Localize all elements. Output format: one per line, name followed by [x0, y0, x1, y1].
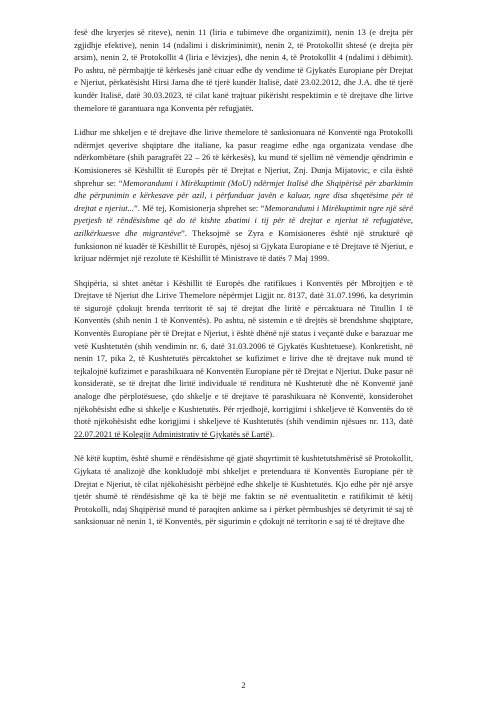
text-segment: Shqipëria, si shtet anëtar i Këshillit të Europës dhe ratifikues i Konventës për Mbrojtjen e të Drejtave të Njeriut dhe Lirive Themelore nëpërmjet Ligjit nr. 8137, datë 31.07.1996, ka detyrimin të sigurojë çdokujt brenda territorit të saj të drejtat dhe liritë e përcaktuara në Titullin I të Konventës (shih nenin 1 të Konventës). Po ashtu, në sistemin e të drejtës së brendshme shqiptare, Konventës Europiane për të Drejtat e Njeriut, i është dhënë një status i veçantë duke e barazuar me vetë Kushtetutën (shih vendimin nr. 6, datë 31.03.2006 të Gjykatës Kushtetuese). Konkretisht, në nenin 17, pika 2, të Kushtetutës përcaktohet se kufizimet e lirive dhe të drejtave nuk mund të tejkalojnë kufizimet e parashikuara në Konventën Europiane për të Drejtat e Njeriut. Duke pasur në konsideratë, se të drejtat dhe liritë individuale të renditura në Kushtetutë dhe në Konventë janë analoge dhe përplotësuese, çdo shkelje e të drejtave të parashikuara në Konventë, konsiderohet njëkohësisht edhe si shkelje e Kushtetutës. Për rrjedhojë, korrigjimi i shkeljeve të Konventës do të thotë njëkohësisht edhe korigjimi i shkeljeve të Kushtetutës (shih vendimin njësues nr. 113, datë [74, 277, 413, 427]
paragraph-p3 [74, 277, 413, 441]
text-segment: ). [269, 428, 275, 439]
text-segment: Lidhur me shkeljen e të drejtave dhe lirive themelore të sanksionuara në Konventë nga Protokolli ndërmjet qeverive shqiptare dhe italiane, ka pasur reagime edhe nga organizata vendase dhe ndërkombëtare (shih paragrafët 22 – 26 të kërkesës), ku mund të sjellim në vëmendje qëndrimin e Komisioneres së Këshillit të Europës për të Drejtat e Njeriut, Znj. Dunja Mijatovic, e cila është shprehur se: “ [74, 127, 413, 188]
text-segment: ”. Më tej, Komisionerja shprehet se: “ [133, 202, 265, 213]
quoted-text: Memorandumi i Mirëkuptimit ngre një sërë pyetjesh të rëndësishme që do të kishte zbatimi i tij për të drejtat e njeriut të refugjatëve, azilkërkuesve dhe migrantëve [74, 202, 413, 238]
page-number: 2 [241, 680, 246, 690]
underlined-reference: 22.07.2021 të Kolegjit Administrativ të Gjykatës së Lartë [74, 428, 270, 439]
paragraph-p2 [74, 126, 413, 265]
paragraph-p1 [74, 26, 413, 114]
text-segment: Në këtë kuptim, është shumë e rëndësishme që gjatë shqyrtimit të kushtetutshmërisë së Protokollit, Gjykata të analizojë dhe konkludojë mbi shkeljet e pretenduara të Konventës Europiane për të Drejtat e Njeriut, të cilat njëkohësisht përbëjnë edhe shkelje të Kushtetutës. Kjo edhe për një arsye tjetër shumë të rëndësishme që ka të bëjë me faktin se në eventualitetin e ratifikimit të këtij Protokolli, ndaj Shqipërisë mund të paraqiten ankime sa i përket përmbushjes së detyrimit të saj të sanksionuar në nenin 1, të Konventës, për sigurimin e çdokujt në territorin e saj të të drejtave dhe [74, 453, 413, 527]
document-body [74, 26, 413, 528]
text-segment: fesë dhe kryerjes së riteve), nenin 11 (liria e tubimeve dhe organizimit), nenin 13 (e drejta për zgjidhje efektive), nenin 14 (ndalimi i diskriminimit), nenin 2, të Protokollit shtesë (e drejta për arsim), nenin 2, të Protokollit 4 (liria e lëvizjes), dhe nenin 4, të Protokollit 4 (ndalimi i dëbimit). Po ashtu, në përmbajtje të kërkesës janë cituar edhe dy vendime të Gjykatës Europiane për Drejtat e Njeriut, përkatësisht Hirsi Jama dhe të tjerë kundër Italisë, datë 23.02.2012, dhe J.A. dhe të tjerë kundër Italisë, datë 30.03.2023, të cilat kanë trajtuar pikërisht respektimin e të drejtave dhe lirive themelore të garantuara nga Konventa për refugjatët. [74, 27, 413, 113]
paragraph-p4 [74, 452, 413, 528]
quoted-text: Memorandumi i Mirëkuptimit (MoU) ndërmjet Italisë dhe Shqipërisë për zbarkimin dhe përpunimin e kërkesave për azil, i përfunduar javën e kaluar, ngre disa shqetësime për të drejtat e njeriut... [74, 177, 413, 213]
text-segment: ”. Theksojmë se Zyra e Komisioneres është një strukturë që funksionon në kuadër të Këshillit të Europës, njësoj si Gjykata Europiane e të Drejtave të Njeriut, e krijuar ndërmjet një rezolute të Këshillit të Ministrave të datës 7 Maj 1999. [74, 227, 414, 264]
